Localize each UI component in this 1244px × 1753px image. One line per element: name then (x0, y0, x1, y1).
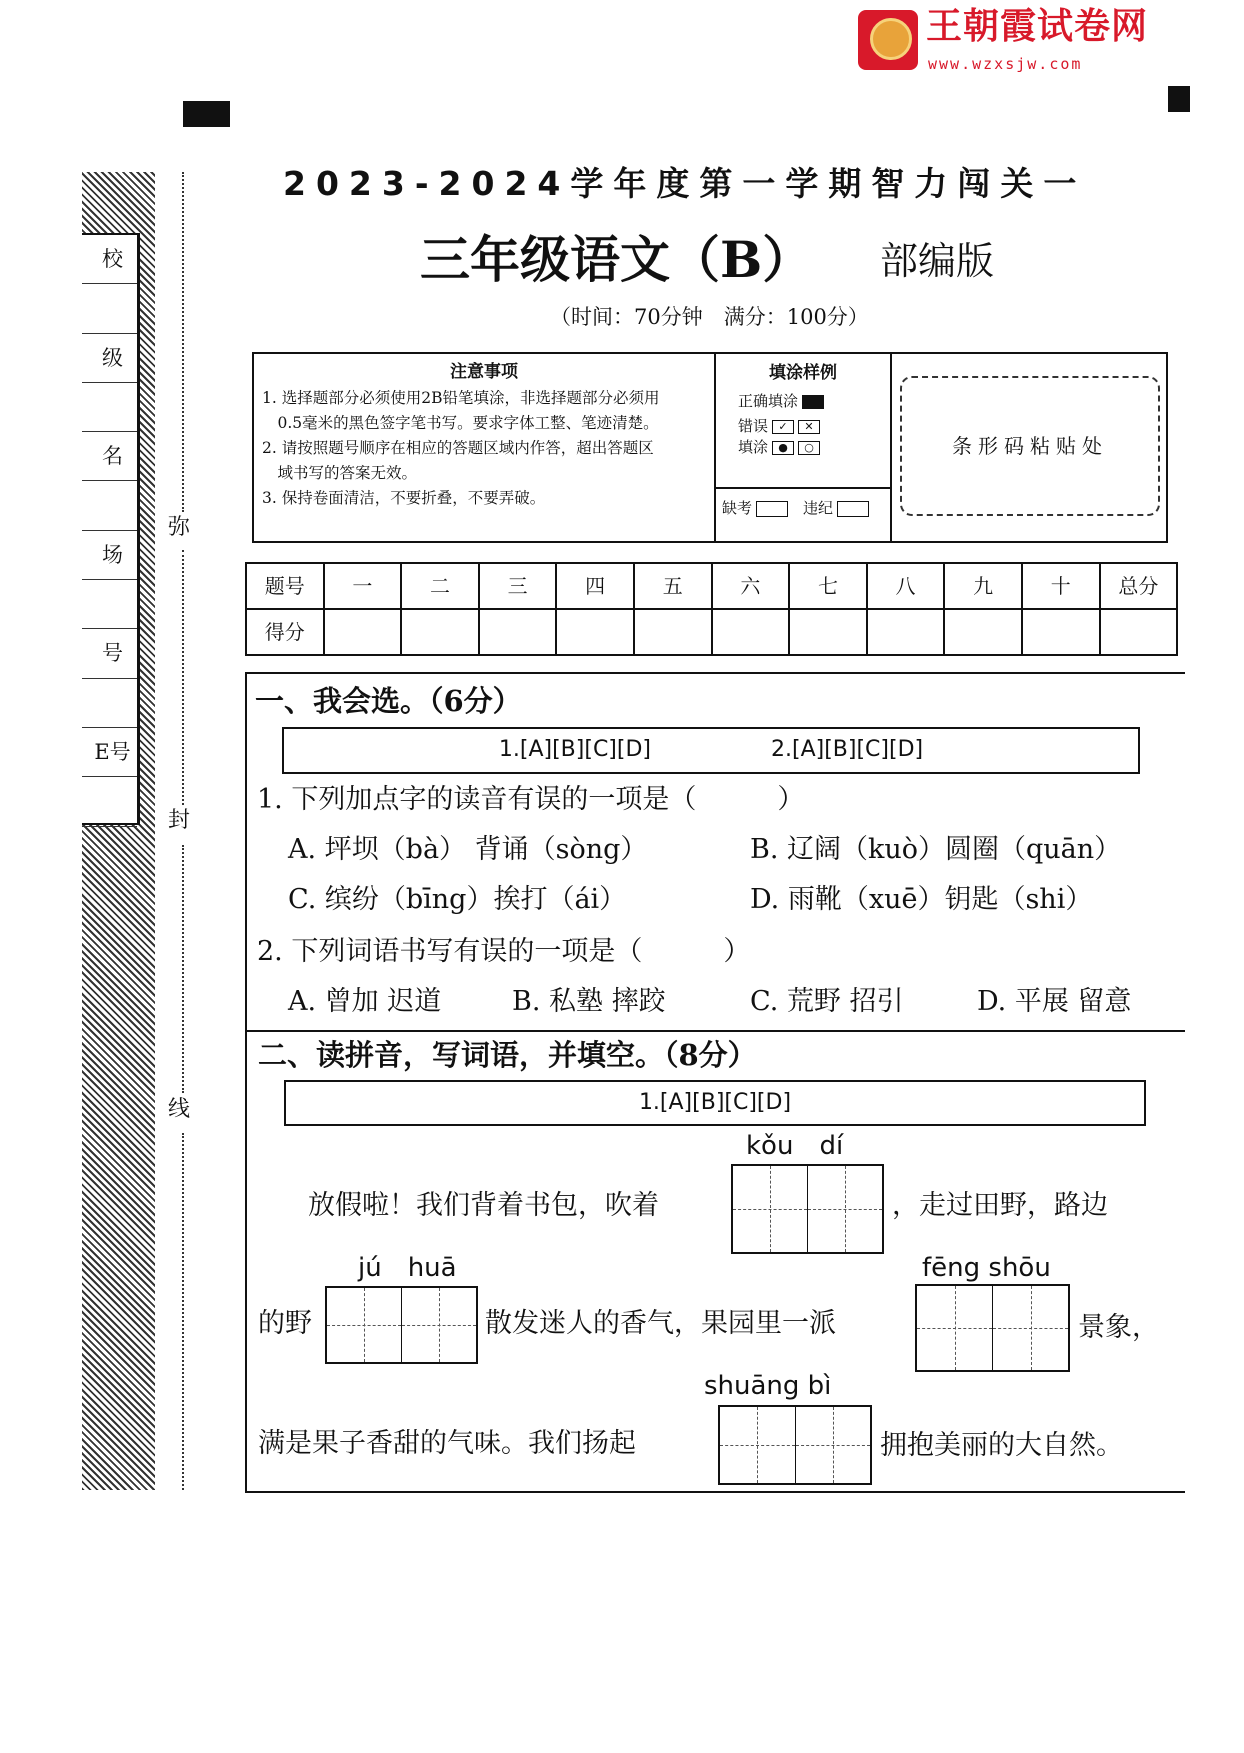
answer-choice-1[interactable]: 1.[A][B][C][D] (638, 1090, 792, 1115)
score-cell[interactable] (401, 609, 479, 655)
exam-term: 2023-2024学年度第一学期智力闯关一 (283, 164, 1087, 203)
notice-item: 0.5毫米的黑色签字笔书写。要求字体工整、笔迹清楚。 (262, 414, 659, 432)
seal-char: 线 (168, 1097, 191, 1122)
logo-name: 王朝霞试卷网 (926, 6, 1149, 47)
q1-option-a: A. 坪坝（bà） 背诵（sòng） (288, 834, 648, 865)
pinyin-juhua: jú huā (358, 1253, 457, 1283)
score-cell[interactable] (1100, 609, 1178, 655)
score-cell[interactable] (712, 609, 790, 655)
exam-title: 三年级语文（B） (420, 230, 813, 289)
notice-box (252, 352, 1168, 543)
form-label: 号 (82, 629, 137, 678)
seal-line (182, 172, 184, 512)
score-header: 十 (1022, 563, 1100, 609)
section-divider (245, 1030, 1185, 1032)
absent-checkbox[interactable] (756, 501, 788, 517)
notice-item: 3. 保持卷面清洁，不要折叠，不要弄破。 (262, 489, 546, 507)
cross-box-icon: ✕ (798, 420, 820, 434)
score-header: 二 (401, 563, 479, 609)
fill-sample-title: 填涂样例 (769, 363, 837, 383)
score-header: 总分 (1100, 563, 1178, 609)
score-header: 七 (789, 563, 867, 609)
violation-label: 违纪 (803, 499, 834, 517)
score-cell[interactable] (867, 609, 945, 655)
time-info: （时间：70分钟 满分：100分） (550, 305, 869, 329)
seal-line (182, 845, 184, 1093)
registration-mark-left (183, 101, 230, 127)
answer-choice-1[interactable]: 1.[A][B][C][D] (498, 737, 651, 762)
score-cell[interactable] (944, 609, 1022, 655)
passage-line3a: 满是果子香甜的气味。我们扬起 (258, 1428, 636, 1459)
correct-label: 正确填涂 (738, 392, 799, 411)
notice-title: 注意事项 (450, 362, 518, 382)
form-input[interactable] (82, 383, 137, 432)
score-header: 九 (944, 563, 1022, 609)
question-2: 2. 下列词语书写有误的一项是（ ） (257, 936, 751, 967)
writing-grid-2[interactable] (325, 1286, 478, 1364)
q1-option-b: B. 辽阔（kuò）圆圈（quān） (750, 834, 1122, 865)
seal-char: 弥 (168, 515, 191, 540)
form-input[interactable] (82, 580, 137, 629)
q2-option-d: D. 平展 留意 (977, 986, 1132, 1017)
notice-list (254, 354, 716, 541)
q2-option-a: A. 曾加 迟道 (288, 986, 442, 1017)
violation-checkbox[interactable] (837, 501, 869, 517)
score-header: 三 (479, 563, 557, 609)
score-header: 题号 (246, 563, 324, 609)
score-cell[interactable] (556, 609, 634, 655)
q2-option-c: C. 荒野 招引 (750, 986, 904, 1017)
form-label: E号 (82, 728, 137, 777)
score-row-label: 得分 (246, 609, 324, 655)
absent-label: 缺考 (722, 499, 753, 517)
passage-line3b: 拥抱美丽的大自然。 (880, 1430, 1123, 1461)
notice-item: 域书写的答案无效。 (262, 464, 418, 482)
seal-char: 封 (168, 808, 191, 833)
q2-option-b: B. 私塾 摔跤 (512, 986, 666, 1017)
question-1: 1. 下列加点字的读音有误的一项是（ ） (257, 784, 805, 815)
score-header: 五 (634, 563, 712, 609)
logo-badge-icon (858, 10, 918, 70)
dot-box-icon: ● (772, 441, 794, 455)
section1-title: 一、我会选。（6分） (255, 684, 522, 718)
score-cell[interactable] (324, 609, 402, 655)
registration-mark-right (1168, 86, 1190, 112)
circle-box-icon: ○ (798, 441, 820, 455)
passage-line2b: 散发迷人的香气，果园里一派 (485, 1308, 836, 1339)
form-input[interactable] (82, 777, 137, 826)
pinyin-koudi: kǒu dí (746, 1131, 844, 1161)
score-header: 八 (867, 563, 945, 609)
fill-label: 填涂 (738, 438, 769, 457)
score-cell[interactable] (634, 609, 712, 655)
filled-box-icon (802, 395, 824, 409)
form-label: 名 (82, 432, 137, 481)
passage-line2a: 的野 (258, 1308, 312, 1339)
section2-answer-box[interactable] (284, 1080, 1146, 1126)
score-table (245, 562, 1178, 656)
form-input[interactable] (82, 284, 137, 333)
form-input[interactable] (82, 679, 137, 728)
check-box-icon: ✓ (772, 420, 794, 434)
section2-title: 二、读拼音，写词语，并填空。（8分） (258, 1038, 757, 1072)
score-header: 一 (324, 563, 402, 609)
score-header: 六 (712, 563, 790, 609)
writing-grid-1[interactable] (731, 1164, 884, 1254)
section1-answer-box[interactable] (282, 727, 1140, 774)
seal-line (182, 1133, 184, 1490)
form-label: 级 (82, 334, 137, 383)
q1-option-d: D. 雨靴（xuē）钥匙（shi） (750, 884, 1093, 915)
logo-url: www.wzxsjw.com (928, 55, 1083, 73)
pinyin-fengshou: fēng shōu (922, 1253, 1051, 1283)
q1-option-c: C. 缤纷（bīng）挨打（ái） (288, 884, 627, 915)
passage-line1b: ，走过田野，路边 (892, 1190, 1108, 1221)
score-cell[interactable] (479, 609, 557, 655)
notice-item: 2. 请按照题号顺序在相应的答题区域内作答，超出答题区 (262, 439, 654, 457)
score-cell[interactable] (1022, 609, 1100, 655)
form-label: 场 (82, 531, 137, 580)
wrong-label: 错误 (738, 416, 769, 435)
writing-grid-3[interactable] (915, 1284, 1070, 1372)
score-cell[interactable] (789, 609, 867, 655)
notice-item: 1. 选择题部分必须使用2B铅笔填涂，非选择题部分必须用 (262, 389, 660, 407)
form-label: 校 (82, 235, 137, 284)
form-input[interactable] (82, 481, 137, 530)
site-logo (858, 6, 1178, 78)
fill-sample (716, 354, 892, 541)
barcode-label: 条形码粘贴处 (900, 376, 1160, 516)
edition: 部编版 (880, 239, 995, 283)
passage-line1a: 放假啦！我们背着书包，吹着 (308, 1190, 659, 1221)
pinyin-shuangbi: shuāng bì (704, 1371, 832, 1401)
passage-line2c: 景象， (1078, 1312, 1159, 1343)
answer-choice-2[interactable]: 2.[A][B][C][D] (771, 737, 924, 762)
barcode-area (892, 354, 1168, 541)
writing-grid-4[interactable] (718, 1405, 872, 1485)
seal-line (182, 550, 184, 805)
student-info-form (82, 233, 140, 825)
score-header: 四 (556, 563, 634, 609)
